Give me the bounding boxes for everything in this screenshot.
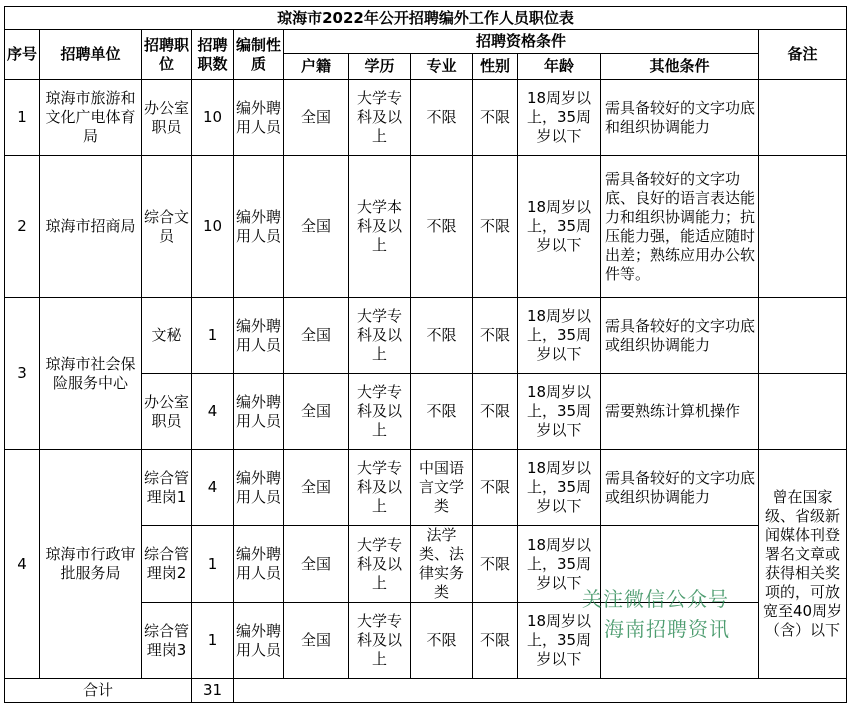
row-nature: 编外聘用人员 — [234, 450, 284, 526]
row-hukou: 全国 — [284, 80, 349, 156]
header-position: 招聘职位 — [142, 30, 192, 80]
row-age: 18周岁以上，35周岁以下 — [518, 526, 601, 603]
row-remarks: 曾在国家级、省级新闻媒体刊登署名文章或获得相关奖项的，可放宽至40周岁（含）以下 — [759, 450, 847, 679]
row-seq: 2 — [5, 156, 40, 298]
row-major: 不限 — [411, 298, 473, 374]
row-seq: 3 — [5, 298, 40, 450]
row-seq: 4 — [5, 450, 40, 679]
header-major: 专业 — [411, 54, 473, 80]
header-nature: 编制性质 — [234, 30, 284, 80]
row-hukou: 全国 — [284, 603, 349, 679]
row-major: 不限 — [411, 374, 473, 450]
row-other: 需具备较好的文字功底或组织协调能力 — [601, 298, 759, 374]
header-other: 其他条件 — [601, 54, 759, 80]
header-gender: 性别 — [473, 54, 518, 80]
row-count: 1 — [192, 603, 234, 679]
row-education: 大学本科及以上 — [349, 156, 411, 298]
header-education: 学历 — [349, 54, 411, 80]
title-row — [5, 7, 847, 30]
header-qualifications: 招聘资格条件 — [284, 30, 759, 54]
row-nature: 编外聘用人员 — [234, 80, 284, 156]
row-position: 综合管理岗3 — [142, 603, 192, 679]
row-age: 18周岁以上，35周岁以下 — [518, 374, 601, 450]
row-remarks — [759, 156, 847, 298]
row-major: 不限 — [411, 80, 473, 156]
table-row — [5, 450, 847, 526]
row-hukou: 全国 — [284, 156, 349, 298]
row-unit: 琼海市招商局 — [40, 156, 142, 298]
row-age: 18周岁以上，35周岁以下 — [518, 603, 601, 679]
row-count: 10 — [192, 80, 234, 156]
row-seq: 1 — [5, 80, 40, 156]
header-remarks: 备注 — [759, 30, 847, 80]
row-nature: 编外聘用人员 — [234, 603, 284, 679]
table-row — [5, 80, 847, 156]
row-education: 大学专科及以上 — [349, 80, 411, 156]
row-hukou: 全国 — [284, 450, 349, 526]
header-hukou: 户籍 — [284, 54, 349, 80]
table-title: 琼海市2022年公开招聘编外工作人员职位表 — [5, 7, 847, 30]
watermark-line-1: 关注微信公众号 — [582, 587, 729, 611]
row-education: 大学专科及以上 — [349, 374, 411, 450]
row-hukou: 全国 — [284, 374, 349, 450]
row-nature: 编外聘用人员 — [234, 374, 284, 450]
row-gender: 不限 — [473, 374, 518, 450]
row-other: 需具备较好的文字功底或组织协调能力 — [601, 450, 759, 526]
row-position: 综合管理岗2 — [142, 526, 192, 603]
table-row — [5, 156, 847, 298]
row-gender: 不限 — [473, 603, 518, 679]
row-count: 1 — [192, 526, 234, 603]
row-gender: 不限 — [473, 450, 518, 526]
header-age: 年龄 — [518, 54, 601, 80]
row-position: 办公室职员 — [142, 80, 192, 156]
total-label: 合计 — [5, 679, 192, 703]
row-count: 10 — [192, 156, 234, 298]
row-gender: 不限 — [473, 526, 518, 603]
row-remarks — [759, 374, 847, 450]
row-remarks — [759, 80, 847, 156]
row-age: 18周岁以上，35周岁以下 — [518, 80, 601, 156]
row-age: 18周岁以上，35周岁以下 — [518, 298, 601, 374]
row-gender: 不限 — [473, 298, 518, 374]
row-major: 法学类、法律实务类 — [411, 526, 473, 603]
row-education: 大学专科及以上 — [349, 526, 411, 603]
header-seq: 序号 — [5, 30, 40, 80]
row-age: 18周岁以上，35周岁以下 — [518, 450, 601, 526]
row-other: 需具备较好的文字功底和组织协调能力 — [601, 80, 759, 156]
header-row-1 — [5, 30, 847, 54]
watermark-line-2: 海南招聘资讯 — [604, 617, 730, 641]
total-row — [5, 679, 847, 703]
row-education: 大学专科及以上 — [349, 450, 411, 526]
row-unit: 琼海市旅游和文化广电体育局 — [40, 80, 142, 156]
row-hukou: 全国 — [284, 526, 349, 603]
watermark — [582, 584, 730, 644]
header-count: 招聘职数 — [192, 30, 234, 80]
row-major: 不限 — [411, 156, 473, 298]
row-nature: 编外聘用人员 — [234, 298, 284, 374]
row-count: 4 — [192, 374, 234, 450]
row-position: 综合文员 — [142, 156, 192, 298]
total-empty — [234, 679, 847, 703]
row-other: 需具备较好的文字功底、良好的语言表达能力和组织协调能力；抗压能力强，能适应随时出差；熟练应用办公软件等。 — [601, 156, 759, 298]
row-count: 4 — [192, 450, 234, 526]
row-position: 文秘 — [142, 298, 192, 374]
row-remarks — [759, 298, 847, 374]
row-gender: 不限 — [473, 80, 518, 156]
row-major: 中国语言文学类 — [411, 450, 473, 526]
table-row — [5, 298, 847, 374]
row-unit: 琼海市行政审批服务局 — [40, 450, 142, 679]
row-count: 1 — [192, 298, 234, 374]
row-nature: 编外聘用人员 — [234, 156, 284, 298]
row-nature: 编外聘用人员 — [234, 526, 284, 603]
row-unit: 琼海市社会保险服务中心 — [40, 298, 142, 450]
row-gender: 不限 — [473, 156, 518, 298]
row-other: 需要熟练计算机操作 — [601, 374, 759, 450]
total-count: 31 — [192, 679, 234, 703]
row-major: 不限 — [411, 603, 473, 679]
row-age: 18周岁以上，35周岁以下 — [518, 156, 601, 298]
row-hukou: 全国 — [284, 298, 349, 374]
row-education: 大学专科及以上 — [349, 298, 411, 374]
row-position: 综合管理岗1 — [142, 450, 192, 526]
row-position: 办公室职员 — [142, 374, 192, 450]
header-unit: 招聘单位 — [40, 30, 142, 80]
row-education: 大学专科及以上 — [349, 603, 411, 679]
